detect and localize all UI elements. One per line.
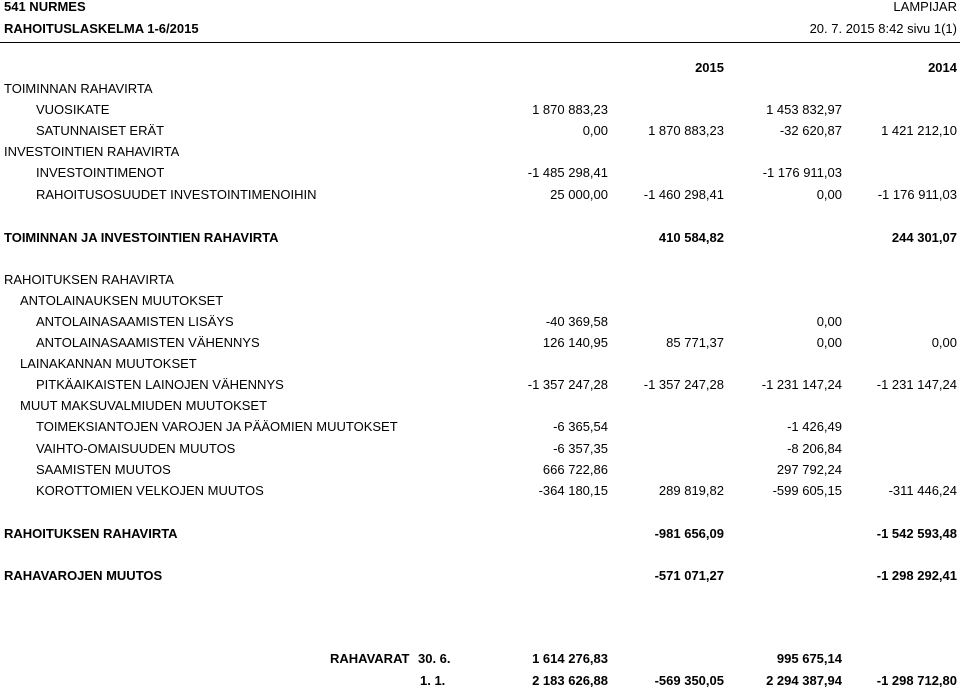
statement-row [0, 292, 960, 310]
statement-row [0, 143, 960, 161]
row-value-col1: -1 485 298,41 [527, 165, 608, 180]
row-label: LAINAKANNAN MUUTOKSET [20, 356, 197, 371]
cash-date-start: 1. 1. [420, 673, 446, 688]
statement-row [0, 101, 960, 119]
row-value-col4: -1 298 292,41 [876, 568, 957, 583]
column-header-2015: 2015 [695, 60, 724, 75]
row-label: RAHOITUKSEN RAHAVIRTA [4, 272, 174, 287]
row-value-col2: 410 584,82 [658, 230, 724, 245]
row-label: ANTOLAINAUKSEN MUUTOKSET [20, 293, 224, 308]
row-label: VUOSIKATE [36, 102, 110, 117]
report-title: RAHOITUSLASKELMA 1-6/2015 [4, 21, 199, 36]
row-label: KOROTTOMIEN VELKOJEN MUUTOS [36, 483, 264, 498]
row-label: INVESTOINTIEN RAHAVIRTA [4, 144, 180, 159]
statement-row [0, 482, 960, 500]
row-value-col4: -1 231 147,24 [876, 377, 957, 392]
row-value-col3: 1 453 832,97 [766, 102, 842, 117]
row-value-col3: -1 426,49 [787, 419, 842, 434]
row-value-col1: 0,00 [582, 123, 608, 138]
row-value-col3: -8 206,84 [787, 441, 842, 456]
row-value-col1: -6 357,35 [553, 441, 608, 456]
row-value-col1: 666 722,86 [542, 462, 608, 477]
column-header-2014: 2014 [928, 60, 957, 75]
cash-end-col1: 1 614 276,83 [532, 651, 608, 666]
cash-end-col3: 995 675,14 [776, 651, 842, 666]
statement-row [0, 376, 960, 394]
statement-row [0, 164, 960, 182]
row-value-col3: -1 231 147,24 [761, 377, 842, 392]
row-value-col2: -1 460 298,41 [643, 187, 724, 202]
cash-start-col3: 2 294 387,94 [766, 673, 842, 688]
statement-row [0, 313, 960, 331]
row-value-col1: -6 365,54 [553, 419, 608, 434]
row-value-col3: 297 792,24 [776, 462, 842, 477]
statement-row [0, 418, 960, 436]
statement-row [0, 80, 960, 98]
cash-label: RAHAVARAT [330, 651, 410, 666]
statement-row [0, 355, 960, 373]
row-label: TOIMEKSIANTOJEN VAROJEN JA PÄÄOMIEN MUUTOKSET [36, 419, 398, 434]
cash-start-col1: 2 183 626,88 [532, 673, 608, 688]
organization-name: 541 NURMES [4, 0, 86, 14]
row-label: TOIMINNAN JA INVESTOINTIEN RAHAVIRTA [4, 230, 279, 245]
row-value-col3: 0,00 [816, 187, 842, 202]
row-value-col4: -1 176 911,03 [877, 187, 957, 202]
row-label: RAHAVAROJEN MUUTOS [4, 568, 163, 583]
row-value-col2: -571 071,27 [654, 568, 724, 583]
statement-row [0, 122, 960, 140]
statement-row [0, 567, 960, 585]
statement-row [0, 186, 960, 204]
cash-start-col4: -1 298 712,80 [876, 673, 957, 688]
row-label: INVESTOINTIMENOT [36, 165, 165, 180]
row-label: RAHOITUSOSUUDET INVESTOINTIMENOIHIN [36, 187, 317, 202]
row-value-col2: 289 819,82 [658, 483, 724, 498]
row-value-col4: 244 301,07 [891, 230, 957, 245]
row-label: SATUNNAISET ERÄT [36, 123, 165, 138]
row-value-col3: -32 620,87 [779, 123, 842, 138]
statement-row [0, 397, 960, 415]
row-value-col1: 126 140,95 [542, 335, 608, 350]
row-value-col3: -599 605,15 [772, 483, 842, 498]
statement-row [0, 461, 960, 479]
report-header-line-2 [0, 20, 960, 38]
row-label: ANTOLAINASAAMISTEN LISÄYS [36, 314, 234, 329]
row-value-col3: -1 176 911,03 [762, 165, 842, 180]
statement-row [0, 271, 960, 289]
row-label: SAAMISTEN MUUTOS [36, 462, 171, 477]
statement-row [0, 525, 960, 543]
statement-row [0, 229, 960, 247]
row-value-col1: -364 180,15 [538, 483, 608, 498]
row-value-col1: -40 369,58 [545, 314, 608, 329]
row-value-col2: -981 656,09 [654, 526, 724, 541]
cash-row-start [0, 672, 960, 690]
row-value-col1: 1 870 883,23 [532, 102, 608, 117]
row-label: PITKÄAIKAISTEN LAINOJEN VÄHENNYS [36, 377, 284, 392]
row-value-col4: 1 421 212,10 [881, 123, 957, 138]
row-label: VAIHTO-OMAISUUDEN MUUTOS [36, 441, 236, 456]
row-value-col3: 0,00 [816, 314, 842, 329]
cash-start-col2: -569 350,05 [654, 673, 724, 688]
cash-date-end: 30. 6. [418, 651, 451, 666]
row-label: MUUT MAKSUVALMIUDEN MUUTOKSET [20, 398, 268, 413]
statement-row [0, 334, 960, 352]
row-label: RAHOITUKSEN RAHAVIRTA [4, 526, 178, 541]
row-value-col2: 85 771,37 [666, 335, 724, 350]
location-name: LAMPIJAR [893, 0, 957, 14]
row-value-col2: 1 870 883,23 [648, 123, 724, 138]
date-and-page: 20. 7. 2015 8:42 sivu 1(1) [809, 21, 957, 36]
row-value-col1: 25 000,00 [550, 187, 608, 202]
statement-row [0, 440, 960, 458]
row-value-col4: -1 542 593,48 [876, 526, 957, 541]
cash-row-end [0, 650, 960, 668]
row-label: TOIMINNAN RAHAVIRTA [4, 81, 153, 96]
row-value-col4: 0,00 [931, 335, 957, 350]
header-rule [0, 42, 960, 43]
row-label: ANTOLAINASAAMISTEN VÄHENNYS [36, 335, 260, 350]
row-value-col4: -311 446,24 [888, 483, 957, 498]
column-headers [0, 59, 960, 77]
row-value-col1: -1 357 247,28 [527, 377, 608, 392]
row-value-col3: 0,00 [816, 335, 842, 350]
row-value-col2: -1 357 247,28 [643, 377, 724, 392]
report-header-line-1 [0, 0, 960, 16]
